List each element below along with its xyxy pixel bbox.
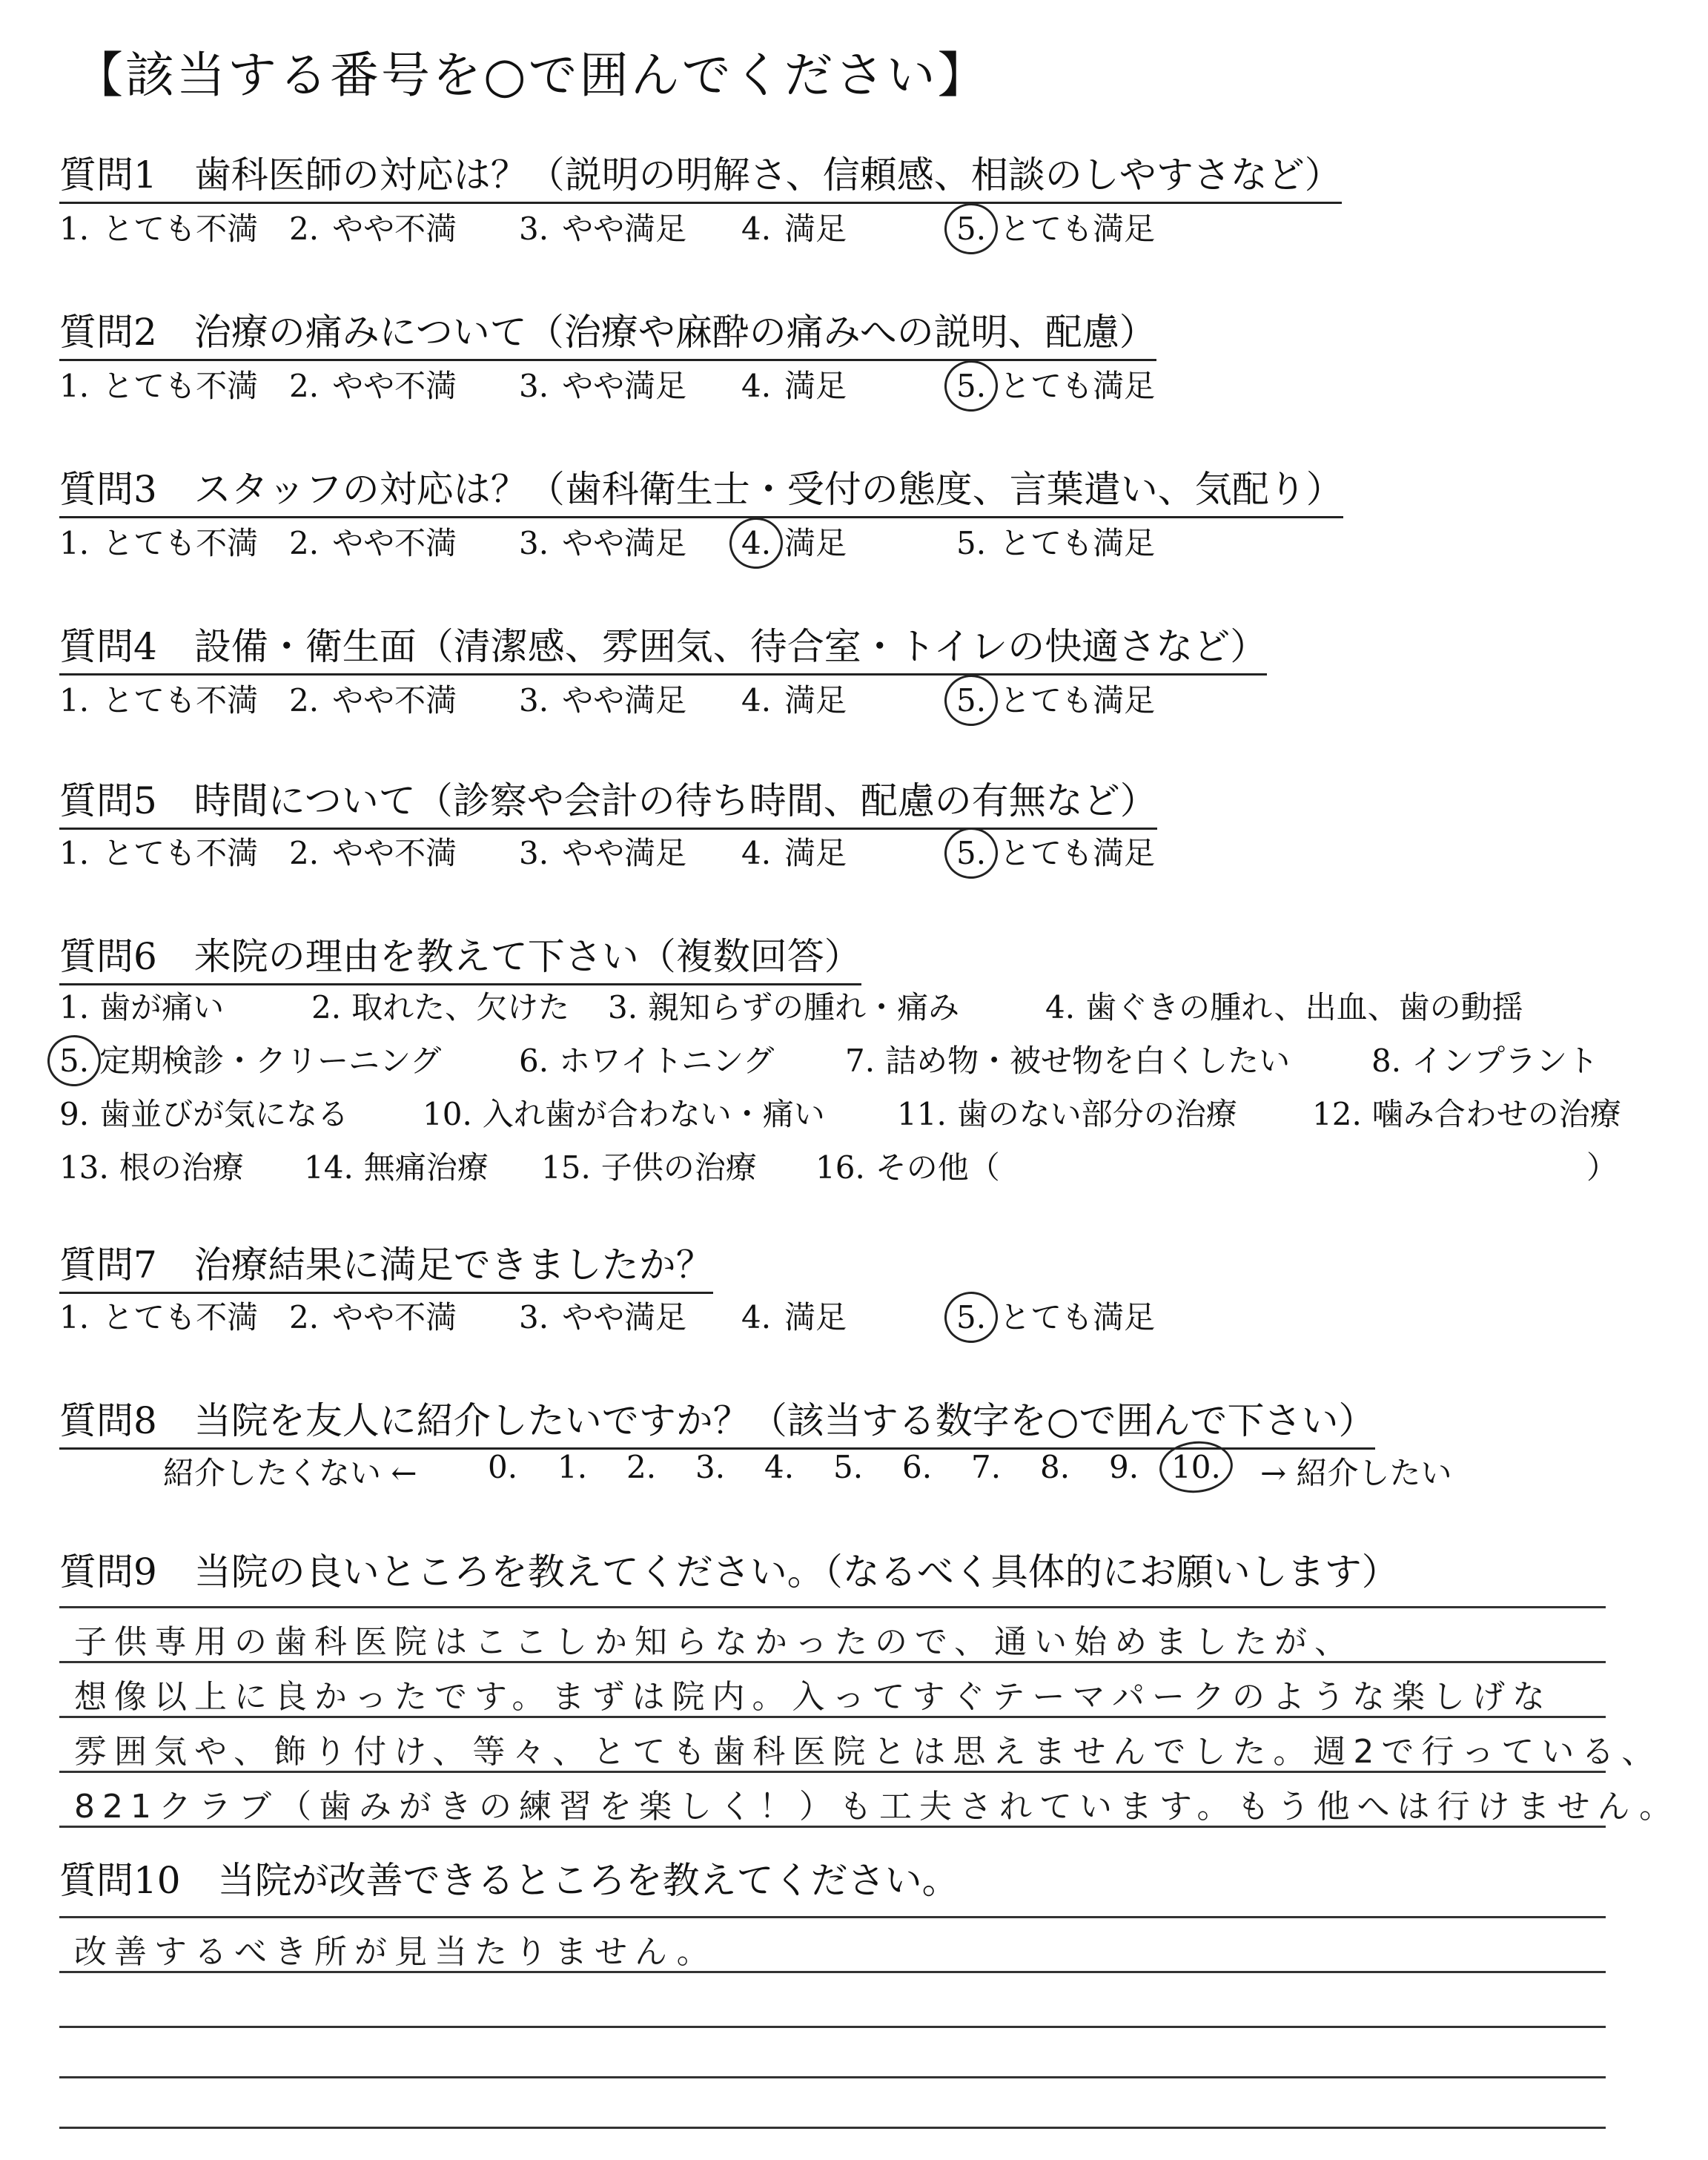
answer-rule [59,1716,1606,1718]
instruction-heading: 【該当する番号を○で囲んでください】 [74,47,989,104]
question-6: 質問6 来院の理由を教えて下さい（複数回答） [59,927,861,985]
q9-answer-line-1: 子供専用の歯科医院はここしか知らなかったので、通い始めましたが、 [74,1623,1355,1661]
reason-item: 12. 噛み合わせの治療 [1312,1096,1621,1132]
rating-option: 3. やや満足 [519,835,687,871]
rating-option-selected: 5. とても満足 [956,682,1156,719]
question-1: 質問1 歯科医師の対応は？（説明の明解さ、信頼感、相談のしやすさなど） [59,145,1342,204]
answer-rule [59,1661,1606,1663]
rating-option: 2. やや不満 [289,525,457,561]
question-10: 質問10 当院が改善できるところを教えてください。 [59,1859,959,1902]
reason-item: 9. 歯並びが気になる [59,1096,349,1132]
answer-rule [59,2076,1606,2078]
rating-option: 2. やや不満 [289,211,457,247]
rating-option: 4. 満足 [741,835,847,871]
rating-option: 1. とても不満 [59,368,259,404]
reason-item: 2. 取れた、欠けた [311,989,570,1025]
question-7: 質問7 治療結果に満足できましたか？ [59,1235,713,1294]
scale-item: 0. [488,1449,518,1485]
rating-option-selected: 5. とても満足 [956,1299,1156,1335]
rating-option: 1. とても不満 [59,525,259,561]
rating-option-selected: 4. 満足 [741,525,847,561]
question-4: 質問4 設備・衛生面（清潔感、雰囲気、待合室・トイレの快適さなど） [59,617,1267,676]
scale-item-selected: 10. [1171,1449,1221,1485]
question-3: 質問3 スタッフの対応は？（歯科衛生士・受付の態度、言葉遣い、気配り） [59,460,1343,518]
rating-option: 3. やや満足 [519,682,687,719]
reason-item: 11. 歯のない部分の治療 [897,1096,1237,1132]
q10-answer-line-1: 改善するべき所が見当たりません。 [74,1933,717,1971]
reason-item: 14. 無痛治療 [304,1149,489,1186]
rating-option: 3. やや満足 [519,525,687,561]
rating-option: 1. とても不満 [59,1299,259,1335]
question-2: 質問2 治療の痛みについて（治療や麻酔の痛みへの説明、配慮） [59,303,1156,361]
answer-rule [59,1826,1606,1828]
answer-rule [59,1916,1606,1918]
q9-answer-line-3: 雰囲気や、飾り付け、等々、とても歯科医院とは思えませんでした。週2で行っている、 [74,1733,1662,1771]
rating-option: 1. とても不満 [59,211,259,247]
reason-item: 6. ホワイトニング [519,1043,775,1079]
scale-item: 4. [764,1449,795,1485]
question-5: 質問5 時間について（診察や会計の待ち時間、配慮の有無など） [59,771,1157,830]
rating-option: 4. 満足 [741,368,847,404]
rating-option-selected: 5. とても満足 [956,835,1156,871]
rating-option: 4. 満足 [741,682,847,719]
rating-option-selected: 5. とても満足 [956,368,1156,404]
rating-option: 1. とても不満 [59,835,259,871]
scale-item: 6. [902,1449,933,1485]
rating-option: 3. やや満足 [519,211,687,247]
rating-option: 1. とても不満 [59,682,259,719]
answer-rule [59,1971,1606,1973]
rating-option: 4. 満足 [741,1299,847,1335]
scale-item: 9. [1109,1449,1139,1485]
scale-left-label: 紹介したくない ← [163,1455,417,1491]
reason-item-selected: 5. 定期検診・クリーニング [59,1043,442,1079]
q9-answer-line-4: 821クラブ（歯みがきの練習を楽しく！）も工夫されています。もう他へは行けません。 [74,1788,1680,1826]
scale-item: 1. [557,1449,588,1485]
q9-answer-line-2: 想像以上に良かったです。まずは院内。入ってすぐテーマパークのような楽しげな [74,1678,1553,1716]
answer-rule [59,2026,1606,2028]
question-9: 質問9 当院の良いところを教えてください。（なるべく具体的にお願いします） [59,1550,1399,1593]
scale-item: 2. [626,1449,657,1485]
reason-item: 15. 子供の治療 [541,1149,757,1186]
scale-item: 5. [833,1449,864,1485]
reason-item: 4. 歯ぐきの腫れ、出血、歯の動揺 [1045,989,1523,1025]
reason-item: 1. 歯が痛い [59,989,225,1025]
reason-item-other: 16. その他（ [815,1149,1000,1186]
scale-item: 3. [695,1449,726,1485]
question-8: 質問8 当院を友人に紹介したいですか？（該当する数字を○で囲んで下さい） [59,1391,1375,1450]
rating-option-selected: 5. とても満足 [956,211,1156,247]
rating-option: 4. 満足 [741,211,847,247]
reason-item: 8. インプラント [1371,1043,1599,1079]
rating-option: 3. やや満足 [519,368,687,404]
reason-item: 13. 根の治療 [59,1149,244,1186]
other-close-paren: ） [1586,1149,1618,1186]
answer-rule [59,1771,1606,1773]
rating-option: 3. やや満足 [519,1299,687,1335]
reason-item: 7. 詰め物・被せ物を白くしたい [845,1043,1291,1079]
rating-option: 2. やや不満 [289,682,457,719]
rating-option: 5. とても満足 [956,525,1156,561]
scale-item: 7. [971,1449,1002,1485]
answer-rule [59,2127,1606,2129]
reason-item: 3. 親知らずの腫れ・痛み [608,989,960,1025]
rating-option: 2. やや不満 [289,368,457,404]
answer-rule [59,1606,1606,1608]
rating-option: 2. やや不満 [289,1299,457,1335]
scale-item: 8. [1040,1449,1070,1485]
rating-option: 2. やや不満 [289,835,457,871]
scale-right-label: → 紹介したい [1260,1455,1452,1491]
reason-item: 10. 入れ歯が合わない・痛い [423,1096,825,1132]
